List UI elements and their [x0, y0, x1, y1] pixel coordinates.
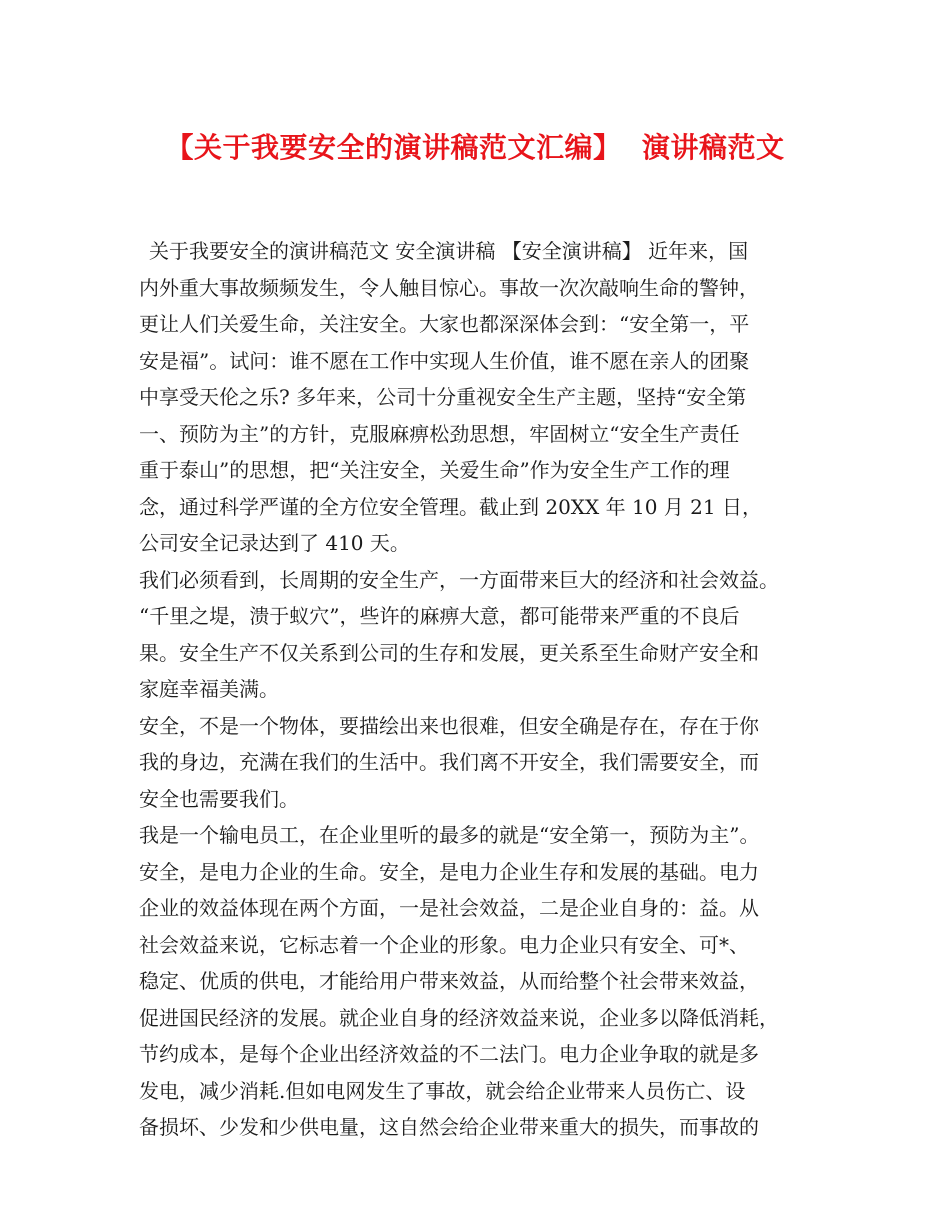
body-line: 社会效益来说，它标志着一个企业的形象。电力企业只有安全、可*、	[139, 932, 749, 957]
body-line: 促进国民经济的发展。就企业自身的经济效益来说，企业多以降低消耗，	[139, 1005, 779, 1030]
body-line: 中享受天伦之乐? 多年来，公司十分重视安全生产主题，坚持“安全第	[139, 385, 747, 409]
body-line: 我是一个输电员工，在企业里听的最多的就是“安全第一，预防为主”。	[139, 823, 760, 847]
body-line: 节约成本，是每个企业出经济效益的不二法门。电力企业争取的就是多	[139, 1042, 759, 1066]
body-line: 关于我要安全的演讲稿范文 安全演讲稿 【安全演讲稿】 近年来，国	[149, 239, 749, 263]
body-line: 念，通过科学严谨的全方位安全管理。截止到 20XX 年 10 月 21 日，	[139, 494, 762, 519]
body-line: 更让人们关爱生命，关注安全。大家也都深深体会到：“安全第一，平	[139, 312, 750, 336]
body-line: “千里之堤，溃于蚁穴”，些许的麻痹大意，都可能带来严重的不良后	[139, 604, 740, 628]
body-line: 内外重大事故频频发生，令人触目惊心。事故一次次敲响生命的警钟，	[139, 275, 759, 300]
body-line: 企业的效益体现在两个方面，一是社会效益，二是企业自身的：益。从	[139, 896, 759, 920]
document-title: 【关于我要安全的演讲稿范文汇编】 演讲稿范文	[165, 131, 785, 164]
body-line: 安全，不是一个物体，要描绘出来也很难，但安全确是存在，存在于你	[139, 713, 759, 738]
body-line: 安全，是电力企业的生命。安全，是电力企业生存和发展的基础。电力	[139, 859, 759, 884]
document-body	[139, 233, 819, 1146]
body-line: 发电，减少消耗.但如电网发生了事故，就会给企业带来人员伤亡、设	[139, 1078, 746, 1103]
body-line: 稳定、优质的供电，才能给用户带来效益，从而给整个社会带来效益，	[139, 969, 759, 993]
body-line: 果。安全生产不仅关系到公司的生存和发展，更关系至生命财产安全和	[139, 640, 759, 665]
body-line: 安是福”。试问：谁不愿在工作中实现人生价值，谁不愿在亲人的团聚	[139, 348, 750, 373]
body-line: 家庭幸福美满。	[139, 677, 279, 701]
body-line: 我的身边，充满在我们的生活中。我们离不开安全，我们需要安全，而	[139, 750, 759, 774]
body-line: 重于泰山”的思想，把“关注安全，关爱生命”作为安全生产工作的理	[139, 458, 730, 482]
body-line: 公司安全记录达到了 410 天。	[139, 531, 410, 555]
body-line: 安全也需要我们。	[139, 786, 299, 811]
body-line: 备损坏、少发和少供电量，这自然会给企业带来重大的损失，而事故的	[139, 1115, 759, 1139]
body-line: 一、预防为主”的方针，克服麻痹松劲思想，牢固树立“安全生产责任	[139, 421, 740, 446]
body-line: 我们必须看到，长周期的安全生产，一方面带来巨大的经济和社会效益。	[139, 567, 779, 592]
